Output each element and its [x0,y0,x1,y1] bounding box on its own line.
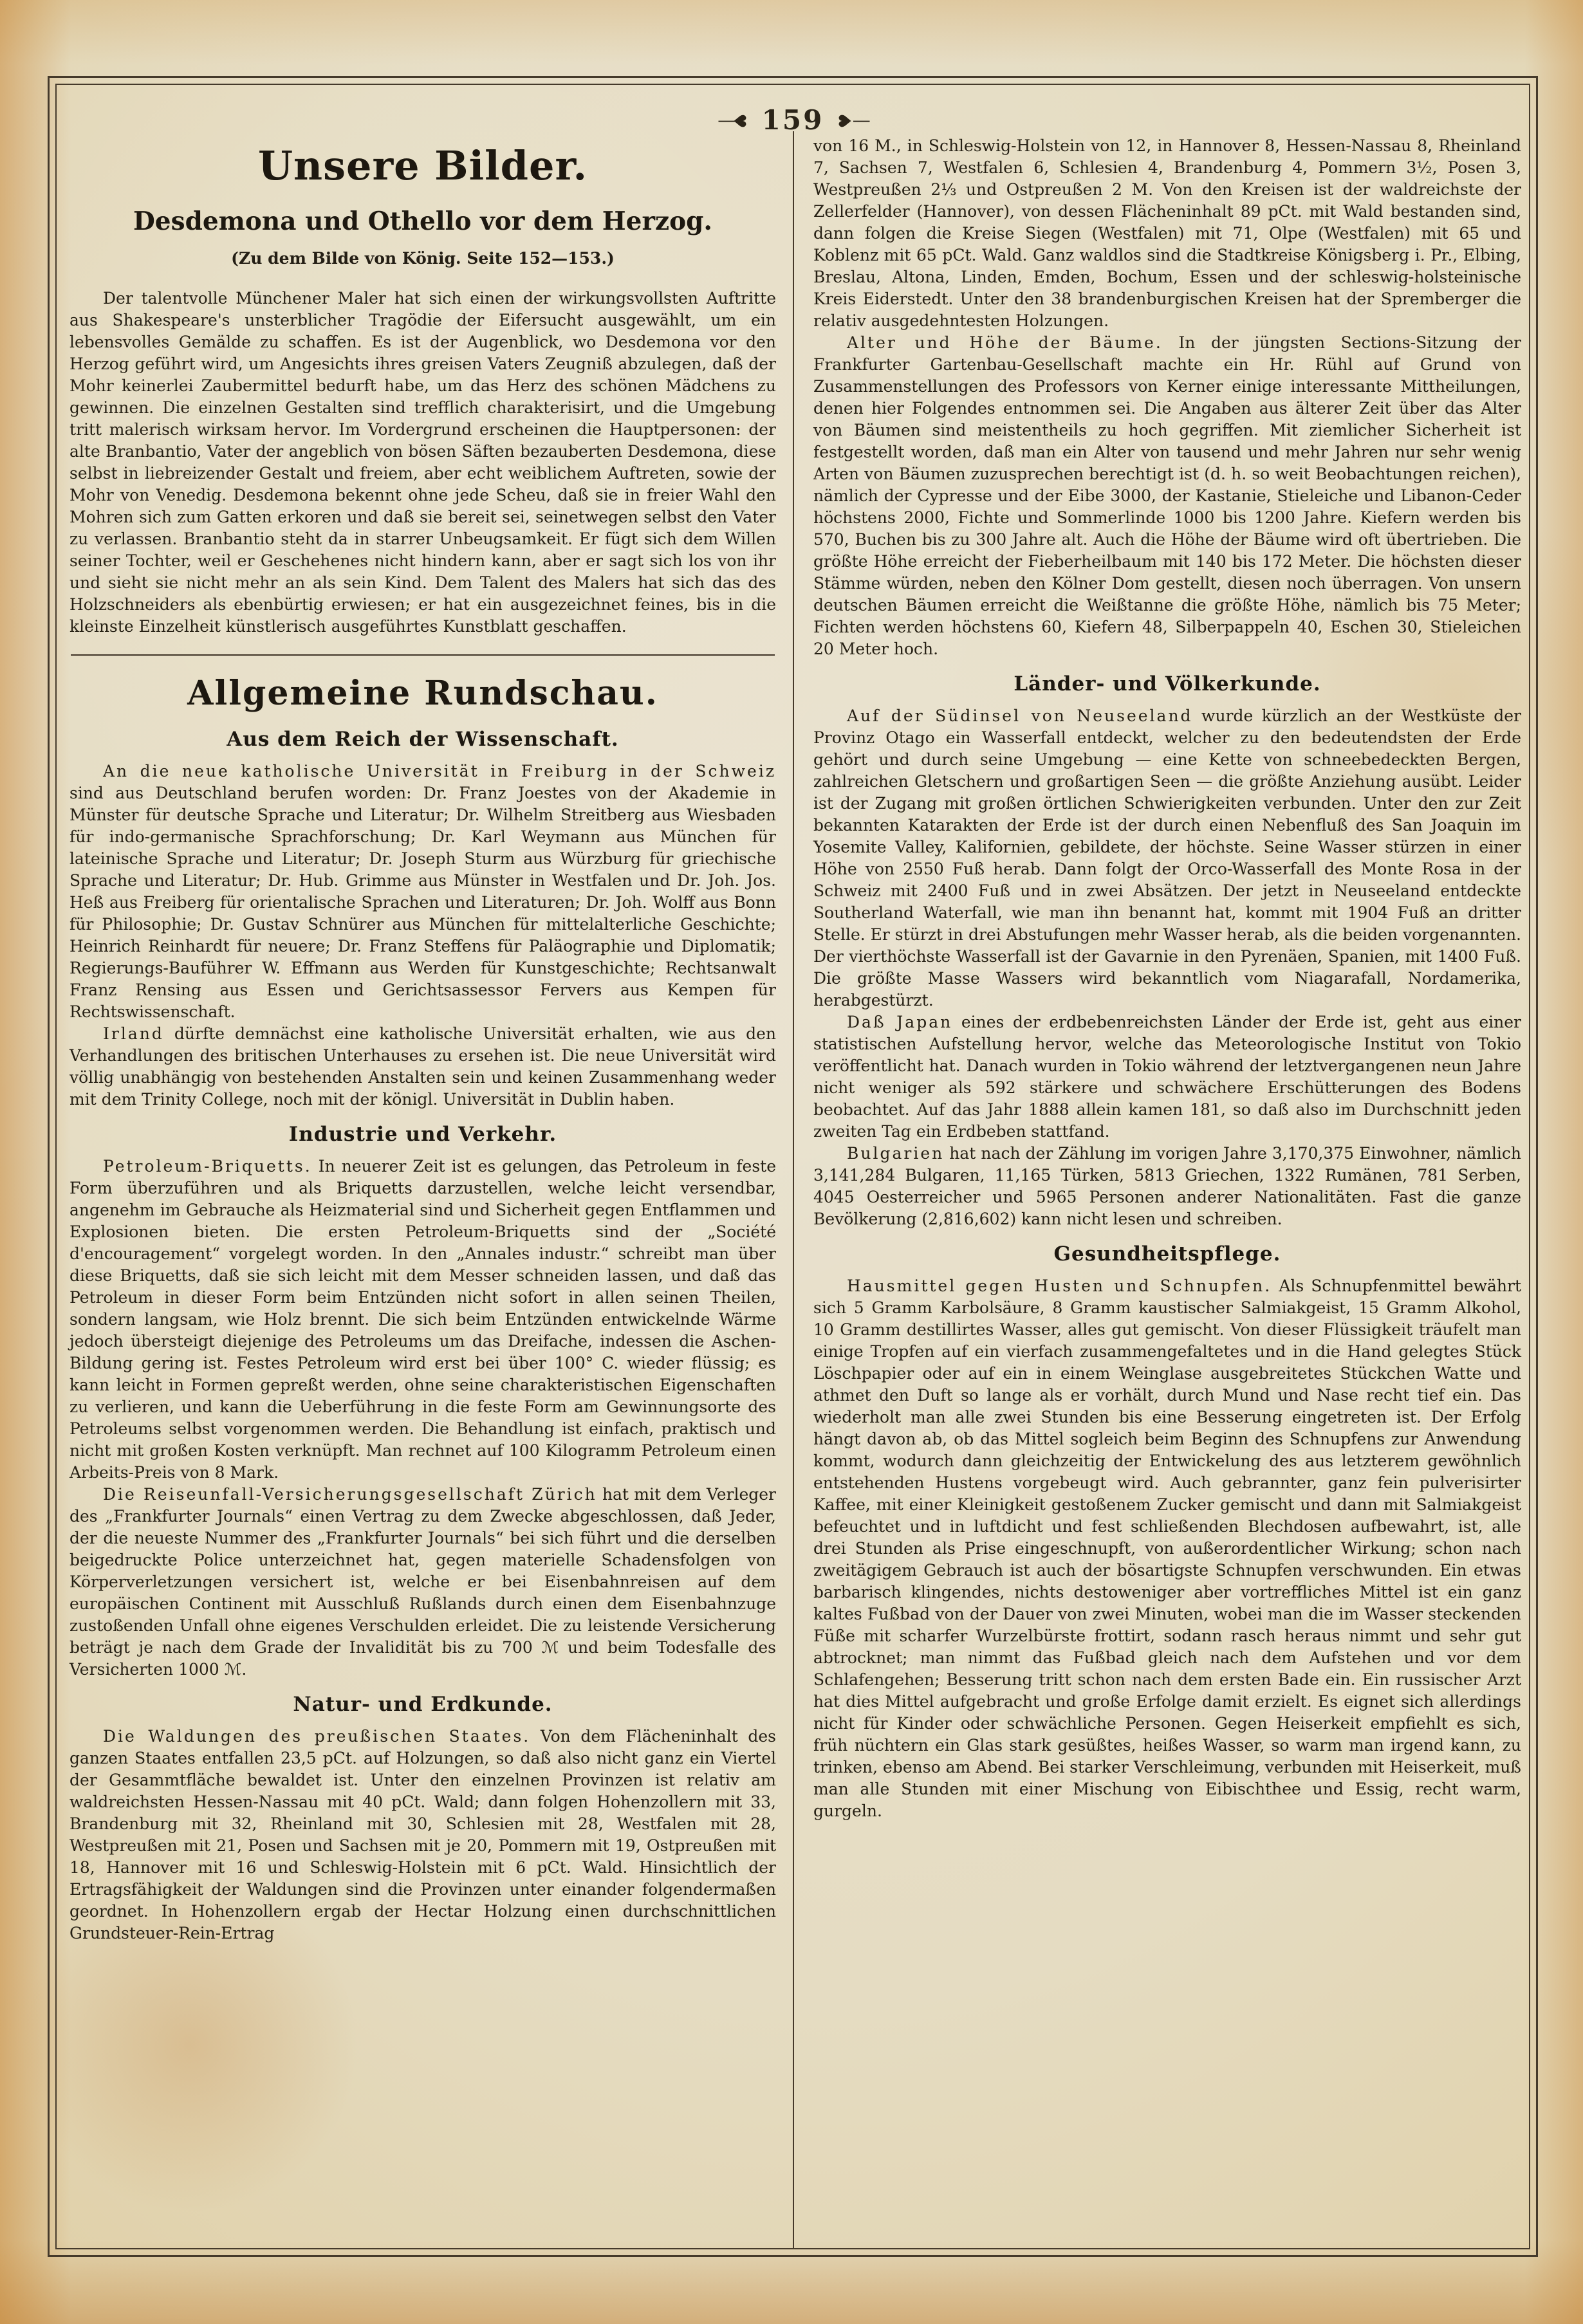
section-heading-gesundheit: Gesundheitspflege. [1053,1242,1281,1266]
left-column [57,131,794,2248]
section-heading-laender: Länder- und Völkerkunde. [1014,672,1321,696]
two-column-layout [57,131,1529,2248]
section-heading-natur: Natur- und Erdkunde. [293,1693,553,1717]
paragraph-text: hat nach der Zählung im vorigen Jahre 3,170,375 Einwohner, nämlich 3,141,284 Bulgaren, 11,165 Türken, 5813 Griechen, 1322 Rumänen, 781 Serben, 4045 Oesterreicher und 5965 Personen anderer Nationalitäten. Fast die ganze Bevölkerung (2,816,602) kann nicht lesen und schreiben. [813,1144,1521,1228]
paragraph-lead: An die neue katholische Universität in Freiburg in der Schweiz [103,762,776,781]
section-heading-industrie: Industrie und Verkehr. [288,1123,557,1147]
paragraph-text: Als Schnupfenmittel bewährt sich 5 Gramm Karbolsäure, 8 Gramm kaustischer Salmiakgeist, 15 Gramm Alkohol, 10 Gramm destillirtes Wasser, alles gut gemischt. Von dieser Flüssigkeit träufelt man einige Tropfen auf ein vierfach zusammengefaltetes und in die Hand gelegtes Stück Löschpapier oder auf ein in einem Weinglase ausgebreitetes Stückchen Watte und athmet den Duft so lange als er vorhält, durch Mund und Nase recht tief ein. Das wiederholt man alle zwei Stunden bis eine Besserung eingetreten ist. Der Erfolg hängt davon ab, ob das Mittel sogleich beim Beginn des Schnupfens zur Anwendung kommt, wodurch dann gleichzeitig der Entwickelung des aus letzterem gewöhnlich entstehenden Hustens vorgebeugt wird. Auch gebrannter, ganz fein pulverisirter Kaffee, mit einer Kleinigkeit gestoßenem Zucker gemischt und dann mit Salmiakgeist befeuchtet und in luftdicht und fest schließenden Blechdosen aufbewahrt, ist, alle drei Stunden als Prise eingeschnupft, von außerordentlicher Wirkung; schon nach zweitägigem Gebrauch ist auch der bösartigste Schnupfen verschwunden. Ein etwas barbarisch klingendes, nichts destoweniger aber vortreffliches Mittel ist ein ganz kaltes Fußbad von der Dauer von zwei Minuten, wobei man die im Wasser steckenden Füße mit scharfer Wurzelbürste frottirt, sodann rasch heraus nimmt und sehr gut abtrocknet; man nimmt das Fußbad gleich nach dem Aufstehen und vor dem Schlafengehen; Besserung tritt schon nach dem ersten Bade ein. Ein russischer Arzt hat dies Mittel aufgebracht und große Erfolge damit erzielt. Es eignet sich allerdings nicht für Kinder oder schwächliche Personen. Gegen Heiserkeit empfiehlt es sich, früh nüchtern ein Glas stark gesüßtes, heißes Wasser, so warm man irgend kann, zu trinken, ebenso am Abend. Bei starker Verschleimung, verbunden mit Heiserkeit, muß man alle Stunden mit einer Mischung von Eibischthee und Essig, recht warm, gurgeln. [813,1277,1521,1820]
wissenschaft-paragraph-1 [69,761,776,1023]
japan-paragraph [813,1011,1521,1143]
rundschau-title: Allgemeine Rundschau. [187,674,658,714]
bulgarien-paragraph [813,1143,1521,1230]
header-ornament-left-icon [717,109,746,131]
wissenschaft-paragraph-2 [69,1023,776,1111]
natur-paragraph-1 [69,1726,776,1944]
article-caption: (Zu dem Bilde von König. Seite 152—153.) [231,249,615,268]
hausmittel-paragraph [813,1275,1521,1822]
paragraph-text: dürfte demnächst eine katholische Universität erhalten, wie aus den Verhandlungen des britischen Unterhauses zu ersehen ist. Die neue Universität wird völlig unabhängig von bestehenden Anstalten sein und keinen Zusammenhang weder mit dem Trinity College, noch mit der königl. Universität in Dublin haben. [69,1024,776,1109]
neuseeland-paragraph [813,705,1521,1011]
page-border-inner [55,84,1530,2249]
right-column [794,131,1529,2248]
header-ornament-right-icon [838,109,867,131]
paragraph-text: In der jüngsten Sections-Sitzung der Frankfurter Gartenbau-Gesellschaft machte ein Hr. Rühl auf Grund von Zusammenstellungen des Professors von Kerner einige interessante Mittheilungen, denen hier Folgendes entnommen sei. Die Angaben aus älterer Zeit über das Alter von Bäumen sind meistentheils zu hoch gegriffen. Mit ziemlicher Sicherheit ist festgestellt worden, daß man ein Alter von tausend und mehr Jahren nur sehr wenig Arten von Bäumen zuzusprechen berechtigt ist (d. h. so weit Beobachtungen reichen), nämlich der Cypresse und der Eibe 3000, der Kastanie, Stieleiche und Libanon-Ceder höchstens 2000, Fichte und Sommerlinde 1000 bis 1200 Jahre. Kiefern werden bis 570, Buchen bis zu 300 Jahre alt. Auch die Höhe der Bäume wird oft übertrieben. Die größte Höhe erreicht der Fieberheilbaum mit 140 bis 172 Meter. Die höchsten dieser Stämme würden, neben den Kölner Dom gestellt, diesen noch überragen. Von unsern deutschen Bäumen erreicht die Weißtanne die größte Höhe, nämlich bis 75 Meter; Fichten werden höchstens 60, Kiefern 48, Silberpappeln 40, Eschen 30, Stieleichen 20 Meter hoch. [813,333,1521,658]
article-subtitle: Desdemona und Othello vor dem Herzog. [133,207,713,237]
paragraph-lead: Petroleum-Briquetts. [103,1157,312,1176]
paragraph-text: In neuerer Zeit ist es gelungen, das Petroleum in feste Form überzuführen und als Briquetts darzustellen, welche leicht versendbar, angenehm im Gebrauche als Heizmaterial sind und Sicherheit gegen Entflammen und Explosionen bieten. Die ersten Petroleum-Briquetts sind der „Société d'encouragement“ vorgelegt worden. In den „Annales industr.“ schreibt man über diese Briquetts, daß sie sich leicht mit dem Messer schneiden lassen, und daß das Petroleum in dieser Form beim Entzünden nicht sofort in allen seinen Theilen, sondern langsam, wie Holz brennt. Die sich beim Entzünden entwickelnde Wärme jedoch übersteigt diejenige des Petroleums um das Dreifache, indessen die Aschen-Bildung gering ist. Festes Petroleum wird erst bei über 100° C. wieder flüssig; es kann leicht in Formen gepreßt werden, ohne seine charakteristischen Eigenschaften zu verlieren, und kann die Ueberführung in die feste Form am Gewinnungsorte des Petroleums selbst vorgenommen werden. Die Behandlung ist einfach, praktisch und nicht mit großen Kosten verknüpft. Man rechnet auf 100 Kilogramm Petroleum einen Arbeits-Preis von 8 Mark. [69,1157,776,1482]
baeume-paragraph [813,332,1521,660]
paragraph-lead: Auf der Südinsel von Neuseeland [847,706,1193,725]
page-number: 159 [761,104,824,136]
industrie-paragraph-2 [69,1484,776,1681]
paragraph-lead: Irland [103,1024,164,1044]
paragraph-text: sind aus Deutschland berufen worden: Dr. Franz Joestes von der Akademie in Münster für deutsche Sprache und Literatur; Dr. Wilhelm Streitberg aus Wiesbaden für indo-germanische Sprachforschung; Dr. Karl Weymann aus München für lateinische Sprache und Literatur; Dr. Joseph Sturm aus Würzburg für griechische Sprache und Literatur; Dr. Hub. Grimme aus Münster in Westfalen und Dr. Joh. Jos. Heß aus Freiberg für orientalische Sprachen und Literaturen; Dr. Joh. Wolff aus Bonn für Philosophie; Dr. Gustav Schnürer aus München für mittelalterliche Geschichte; Heinrich Reinhardt für neuere; Dr. Franz Steffens für Paläographie und Diplomatik; Regierungs-Bauführer W. Effmann aus Werden für Kunstgeschichte; Rechtsanwalt Franz Rensing aus Essen und Gerichtsassessor Fervers aus Kempen für Rechtswissenschaft. [69,784,776,1022]
article-title: Unsere Bilder. [257,142,588,189]
paragraph-text: Von dem Flächeninhalt des ganzen Staates entfallen 23,5 pCt. auf Holzungen, so daß also nicht ganz ein Viertel der Gesammtfläche bewaldet ist. Unter den einzelnen Provinzen ist relativ am waldreichsten Hessen-Nassau mit 40 pCt. Wald; dann folgen Hohenzollern mit 33, Brandenburg mit 32, Rheinland mit 30, Schlesien mit 28, Westfalen mit 28, Westpreußen mit 21, Posen und Sachsen mit je 20, Pommern mit 19, Ostpreußen mit 18, Hannover mit 16 und Schleswig-Holstein mit 6 pCt. Wald. Hinsichtlich der Ertragsfähigkeit der Waldungen sind die Provinzen unter einander folgendermaßen geordnet. In Hohenzollern ergab der Hectar Holzung einen durchschnittlichen Grundsteuer-Rein-Ertrag [69,1727,776,1943]
article-body-paragraph: Der talentvolle Münchener Maler hat sich einen der wirkungsvollsten Auftritte aus Shakespeare's unsterblicher Tragödie der Eifersucht ausgewählt, um ein lebensvolles Gemälde zu schaffen. Es ist der Augenblick, wo Desdemona vor den Herzog geführt wird, um Angesichts ihres greisen Vaters Zeugniß abzulegen, daß der Mohr keinerlei Zaubermittel bedurft habe, um das Herz des schönen Mädchens zu gewinnen. Die einzelnen Gestalten sind trefflich charakterisirt, und die Umgebung tritt malerisch wirksam hervor. Im Vordergrund erscheinen die Hauptpersonen: der alte Branbantio, Vater der angeblich von bösen Säften bezauberten Desdemona, diese selbst in liebreizender Gestalt und freiem, aber echt weiblichem Auftreten, sowie der Mohr von Venedig. Desdemona bekennt ohne jede Scheu, daß sie in freier Wahl den Mohren sich zum Gatten erkoren und daß sie bereit sei, seinetwegen selbst den Vater zu verlassen. Branbantio steht da in starrer Unbeugsamkeit. Er fügt sich dem Willen seiner Tochter, weil er Geschehenes nicht hindern kann, aber er sagt sich los von ihr und sieht sie nicht mehr an als sein Kind. Dem Talent des Malers hat sich das des Holzschneiders als ebenbürtig erwiesen; er hat ein ausgezeichnet feines, bis in die kleinste Einzelheit künstlerisch ausgeführtes Kunstblatt geschaffen. [69,289,776,636]
paragraph-lead: Bulgarien [847,1144,945,1163]
paragraph-lead: Daß Japan [847,1013,953,1031]
paragraph-text: wurde kürzlich an der Westküste der Provinz Otago ein Wasserfall entdeckt, welcher zu den bedeutendsten der Erde gehört und durch seine Umgebung — eine Kette von schneebedeckten Bergen, zahlreichen Gletschern und großartigen Seen — die größte Anziehung ausübt. Leider ist der Zugang mit großen örtlichen Schwierigkeiten verbunden. Unter den zur Zeit bekannten Katarakten der Erde ist der durch einen Nebenfluß des San Joaquin im Yosemite Valley, Kalifornien, gebildete, der höchste. Seine Wasser stürzen in einer Höhe von 2550 Fuß herab. Dann folgt der Orco-Wasserfall des Monte Rosa in der Schweiz mit 2400 Fuß und in zwei Absätzen. Der jetzt in Neuseeland entdeckte Southerland Waterfall, wie man ihn benannt hat, kommt mit 1904 Fuß an dritter Stelle. Er stürzt in drei Abstufungen mehr Wasser herab, als die beiden vorgenannten. Der vierthöchste Wasserfall ist der Gavarnie in den Pyrenäen, Spanien, mit 1400 Fuß. Die größte Masse Wassers wird bekanntlich vom Niagarafall, Nordamerika, herabgestürzt. [813,706,1521,1010]
page-border-outer [48,76,1538,2257]
paragraph-text: hat mit dem Verleger des „Frankfurter Journals“ einen Vertrag zu dem Zwecke abgeschlossen, daß Jeder, der die neueste Nummer des „Frankfurter Journals“ bei sich führt und die derselben beigedruckte Police unterzeichnet hat, gegen materielle Schadensfolgen von Körperverletzungen versichert ist, welche er bei Eisenbahnreisen auf dem europäischen Continent mit Ausschluß Rußlands durch einen dem Eisenbahnzuge zustoßenden Unfall ohne eigenes Verschulden erleidet. Die zu leistende Versicherung beträgt je nach dem Grade der Invalidität bis zu 700 ℳ und beim Todesfalle des Versicherten 1000 ℳ. [69,1485,777,1679]
paragraph-lead: Die Waldungen des preußischen Staates. [103,1727,531,1746]
paragraph-lead: Die Reiseunfall-Versicherungsgesellschaft Zürich [103,1485,597,1504]
natur-paragraph-1-continuation: von 16 M., in Schleswig-Holstein von 12, in Hannover 8, Hessen-Nassau 8, Rheinland 7, Sachsen 7, Westfalen 6, Schlesien 4, Brandenburg 4, Pommern 3½, Posen 3, Westpreußen 2⅓ und Ostpreußen 2 M. Von den Kreisen ist der waldreichste der Zellerfelder (Hannover), von dessen Flächeninhalt 89 pCt. mit Wald bestanden sind, dann folgen die Kreise Siegen (Westfalen) mit 71, Olpe (Westfalen) mit 65 und Koblenz mit 65 pCt. Wald. Ganz waldlos sind die Stadtkreise Königsberg i. Pr., Elbing, Breslau, Altona, Linden, Emden, Bochum, Essen und der schleswig-holsteinische Kreis Eiderstedt. Unter den 38 brandenburgischen Kreisen hat der Spremberger die relativ ausgedehntesten Holzungen. [813,136,1521,330]
section-heading-wissenschaft: Aus dem Reich der Wissenschaft. [227,728,619,752]
page-header [57,85,1529,136]
paragraph-lead: Alter und Höhe der Bäume. [847,333,1163,352]
paragraph-lead: Hausmittel gegen Husten und Schnupfen. [847,1277,1272,1295]
industrie-paragraph-1 [69,1156,776,1484]
section-divider-rule [71,654,775,656]
paragraph-text: eines der erdbebenreichsten Länder der Erde ist, geht aus einer statistischen Aufstellung hervor, welche das Meteorologische Institut von Tokio veröffentlicht hat. Danach wurden in Tokio während der letztvergangenen neun Jahre nicht weniger als 592 stärkere und schwächere Erschütterungen des Bodens beobachtet. Auf das Jahr 1888 allein kamen 181, so daß also im Durchschnitt jeden zweiten Tag ein Erdbeben stattfand. [813,1013,1522,1141]
